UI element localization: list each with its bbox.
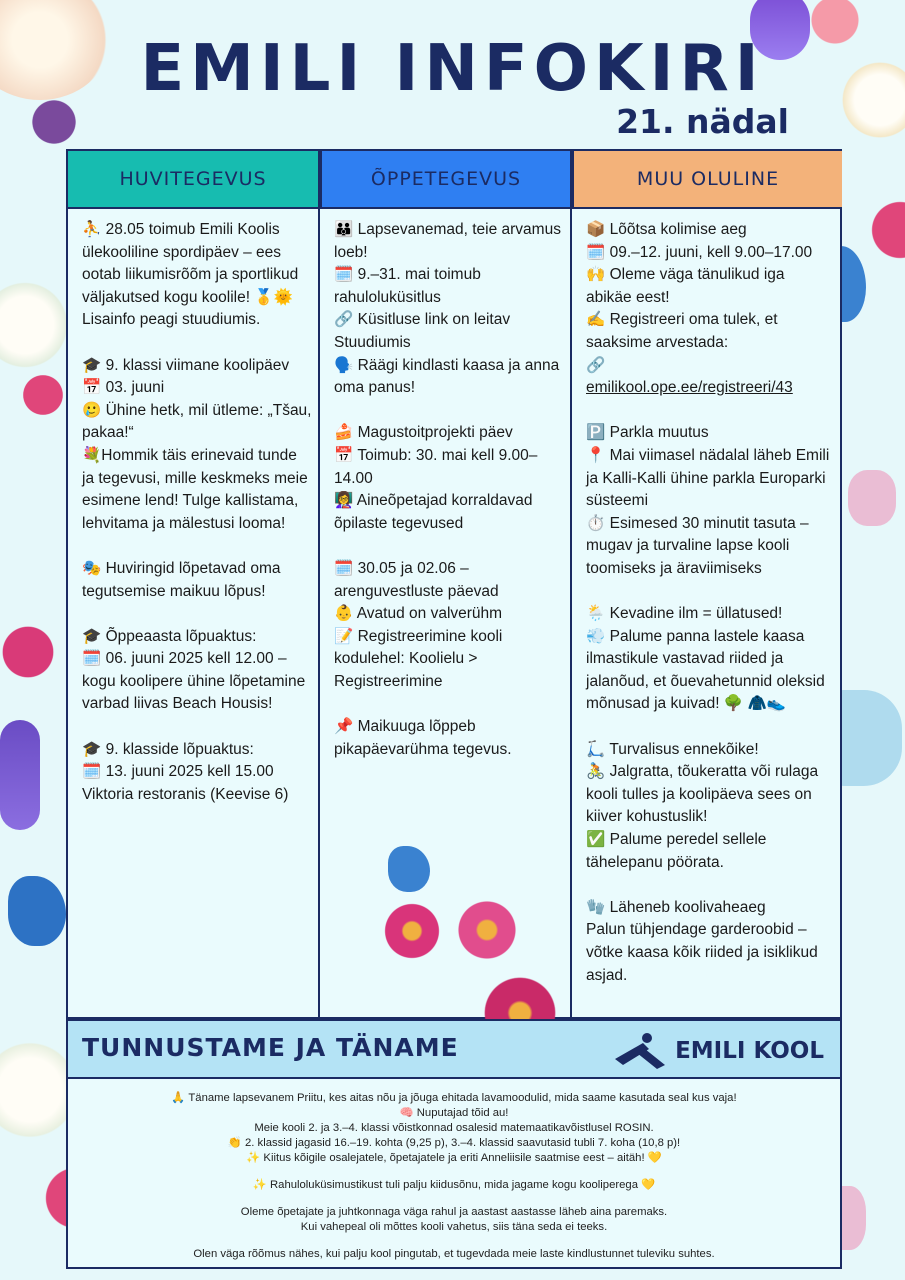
thanks-title: TUNNUSTAME JA TÄNAME (82, 1033, 459, 1062)
dragonfly-decoration-right (848, 470, 896, 526)
text-line: 💨 Palume panna lastele kaasa ilmastikule vastavad riided ja jalanõud, et õuevahetunnid oleksid mõnusad ja kuivad! 🌳 🧥👟 (586, 627, 825, 713)
text-line: 📌 Maikuuga lõppeb pikapäevarühma tegevus. (334, 718, 512, 758)
content-grid (66, 149, 842, 1019)
text-line: 🙌 Oleme väga tänulikud iga abikäe eest! (586, 266, 785, 306)
week-label: 21. nädal (616, 102, 789, 141)
text-line: ✍️ Registreeri oma tulek, et saaksime arvestada: (586, 311, 778, 351)
text-line: 🗓️ 13. juuni 2025 kell 15.00 Viktoria restoranis (Keevise 6) (82, 763, 289, 803)
column-learning (334, 219, 564, 761)
thanks-line: ✨ Kiitus kõigile osalejatele, õpetajatele ja eriti Anneliisile saatmise eest – aitäh! 💛 (246, 1152, 662, 1164)
lily-decoration-left (0, 280, 70, 370)
thanks-line: ✨ Rahuloluküsimustikust tuli palju kiidusõnu, mida jagame kogu koolipere​ga 💛 (252, 1179, 656, 1191)
peony-decoration-left-2 (0, 620, 60, 684)
text-line: 📅 03. juuni (82, 379, 165, 397)
thanks-line: Olen väga rõõmus nähes, kui palju kool pingutab, et tugevdada meie laste kindlustunnet tuleviku suhtes. (193, 1248, 715, 1260)
text-line: 👶 Avatud on valverühm (334, 605, 503, 623)
butterfly-decoration-center (388, 846, 430, 892)
text-line: ⏱️ Esimesed 30 minutit tasuta – mugav ja turvaline lapse kooli toomiseks ja äraviimiseks (586, 514, 809, 577)
column-divider (570, 151, 572, 1019)
text-line: 🧤 Läheneb koolivaheaeg (586, 898, 766, 916)
text-line: 🎓 9. klassi viimane koolipäev (82, 356, 290, 374)
text-line: 📍 Mai viimasel nädalal läheb Emili ja Kalli-Kalli ühine parkla Europarki süsteemi (586, 446, 830, 510)
text-line: Lisainfo peagi stuudiumis. (82, 311, 261, 329)
bellflower-decoration (0, 720, 40, 830)
school-logo-text: EMILI KOOL (675, 1038, 824, 1064)
column-hobbies (82, 219, 312, 806)
text-line: 🌦️ Kevadine ilm = üllatused! (586, 605, 783, 623)
text-line: 🔗 Küsitluse link on leitav Stuudiumis (334, 311, 511, 351)
text-line: 🅿️ Parkla muutus (586, 424, 709, 442)
thanks-band (66, 1019, 842, 1079)
thanks-line: Kui vahepeal oli mõttes kooli vahetus, siis täna seda ei teeks. (300, 1221, 608, 1233)
thanks-line: Meie kooli 2. ja 3.–4. klassi võistkonnad osalesid matemaatikavõistlusel ROSIN. (254, 1122, 654, 1134)
text-line: ⛹ 28.05 toimub Emili Koolis ülekooliline spordipäev – ees ootab liikumisrõõm ja sportlikud väljakutsed kogu koolile! 🥇🌞 (82, 221, 299, 306)
column-heading-learning: ÕPPETEGEVUS (320, 151, 570, 209)
peony-decoration-center (380, 895, 444, 967)
school-logo-icon (613, 1031, 667, 1071)
column-heading-hobbies: HUVITEGEVUS (68, 151, 318, 209)
peony-decoration-left (18, 370, 68, 420)
text-line: 💐Hommik täis erinevaid tunde ja tegevusi, mille keskmeks meie esimene lend! Tulge kallistama, lehvitama ja mälestusi looma! (82, 446, 308, 532)
link-icon: 🔗 (586, 356, 606, 374)
peony-decoration-center-2 (452, 893, 522, 967)
registration-link[interactable]: emilikool.ope.ee/registreeri/43 (586, 379, 793, 397)
school-logo (613, 1031, 824, 1071)
thanks-line: 🙏 Täname lapsevanem Priitu, kes aitas nõu ja jõuga ehitada lavamoodulid, mida saame kasutada seal kus vaja! (171, 1092, 737, 1104)
text-line: 🗓️ 09.–12. juuni, kell 9.00–17.00 (586, 243, 813, 261)
text-line: 📦 Lõõtsa kolimise aeg (586, 221, 747, 238)
column-divider (318, 151, 320, 1019)
text-line: 🎓 Õppeaasta lõpuaktus: (82, 627, 257, 645)
text-line: 🗓️ 9.–31. mai toimub rahuloluküsitlus (334, 266, 481, 306)
butterfly-decoration-left (8, 876, 66, 946)
text-line: Palun tühjendage garderoobid – võtke kaasa kõik riided ja isiklikud asjad. (586, 921, 818, 984)
text-line: 🛴 Turvalisus ennekõike! (586, 740, 759, 758)
text-line: 🚴 Jalgratta, tõukeratta või rulaga kooli tulles ja koolipäeva sees on kiiver kohustuslik! (586, 763, 819, 826)
text-line: ✅ Palume peredel sellele tähelepanu pöörata. (586, 831, 767, 871)
text-line: 🎭 Huviringid lõpetavad oma tegutsemise maikuu lõpus! (82, 559, 281, 600)
text-line: 🍰 Magustoitprojekti päev (334, 424, 513, 442)
column-other (586, 219, 830, 987)
text-line: 📝 Registreerimine kooli kodulehel: Koolielu > Registreerimine (334, 627, 503, 690)
text-line: 🗣️ Räägi kindlasti kaasa ja anna oma panus! (334, 356, 560, 397)
thanks-line: Oleme õpetajate ja juhtkonnaga väga rahul ja aastast aastasse läheb aina paremaks. (240, 1206, 668, 1218)
column-heading-other: MUU OLULINE (572, 151, 842, 209)
text-line: 🗓️ 30.05 ja 02.06 – arenguvestluste päevad (334, 559, 499, 600)
text-line: 🎓 9. klasside lõpuaktus: (82, 740, 254, 758)
text-line: 👪 Lapsevanemad, teie arvamus loeb! (334, 221, 561, 261)
text-line: 📅 Toimub: 30. mai kell 9.00–14.00 (334, 446, 538, 487)
text-line: 🗓️ 06. juuni 2025 kell 12.00 – kogu koolipere ühine lõpetamine varbad liivas Beach Housis! (82, 650, 306, 713)
newsletter-title: EMILI INFOKIRI (140, 32, 765, 106)
thanks-line: 🧠 Nuputajad tõid au! (399, 1107, 509, 1119)
text-line: 👩‍🏫 Aineõpetajad korraldavad õpilaste tegevused (334, 492, 533, 532)
text-line: 🥲 Ühine hetk, mil ütleme: „Tšau, pakaa!“ (82, 401, 312, 442)
thanks-section (66, 1079, 842, 1269)
peony-decoration-right (870, 190, 905, 270)
thanks-line: 👏 2. klassid jagasid 16.–19. kohta (9,25 p), 3.–4. klassid saavutasid tubli 7. koha (10,8 p)! (227, 1137, 681, 1149)
